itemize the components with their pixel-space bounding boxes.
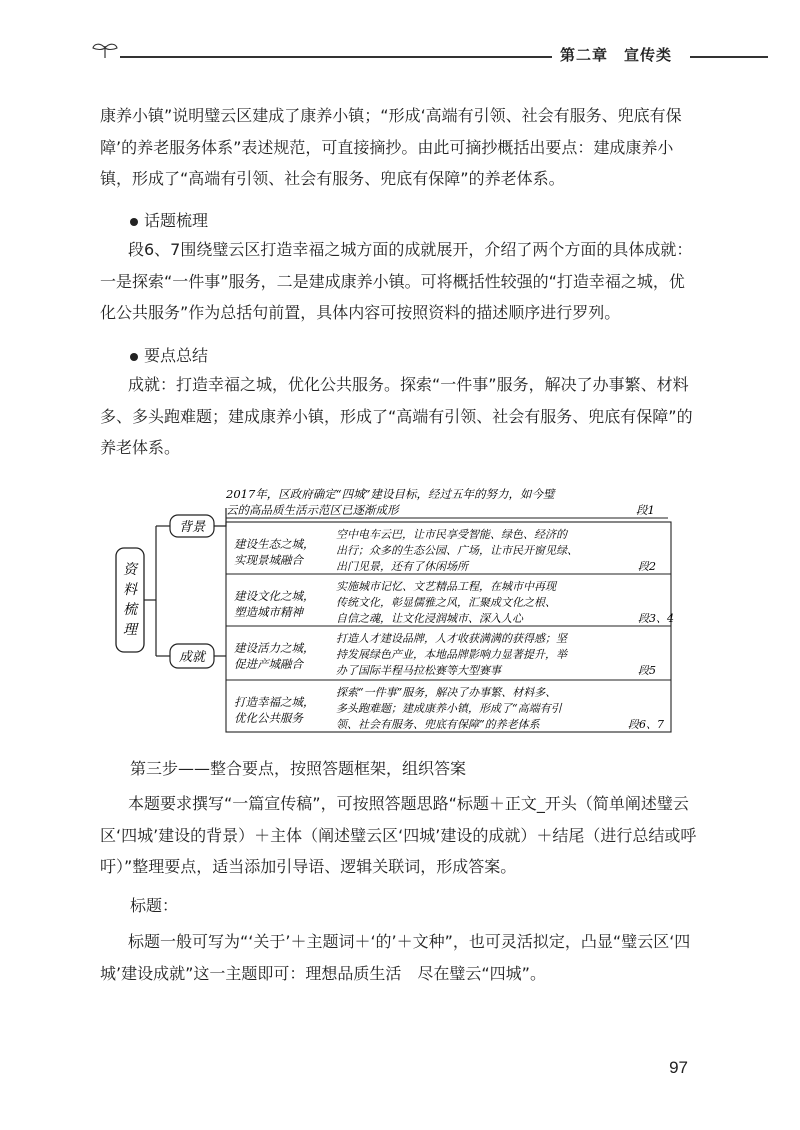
row-category: 建设活力之城， — [234, 641, 315, 655]
paragraph-requirement: 本题要求撰写“一篇宣传稿”，可按照答题思路“标题＋正文_开头（简单阐述璧云区‘四城’建设的背景）＋主体（阐述璧云区‘四城’建设的成就）＋结尾（进行总结或呼吁）”整理要点，适当添加引导语、逻辑关联词，形成答案。 — [100, 794, 697, 876]
root-char: 理 — [123, 622, 137, 638]
root-char: 梳 — [123, 602, 137, 618]
bullet-label: 要点总结 — [144, 346, 209, 365]
row-detail: 空中电车云巴，让市民享受智能、绿色、经济的 — [336, 528, 567, 541]
header-rule-left — [120, 56, 552, 58]
header-rule-right — [690, 56, 768, 58]
row-detail: 多头跑难题；建成康养小镇，形成了“高端有引 — [336, 702, 562, 715]
row-detail: 探索“一件事”服务，解决了办事繁、材料多、 — [336, 686, 557, 699]
row-ref: 段5 — [638, 664, 656, 677]
page-number: 97 — [669, 1058, 688, 1077]
sprout-logo-icon — [90, 38, 120, 60]
material-mindmap — [108, 480, 688, 735]
section-bullet-summary — [130, 343, 208, 366]
row-detail: 领、社会有服务、兜底有保障”的养老体系 — [336, 718, 540, 731]
achievement-label: 成就 — [178, 650, 206, 665]
paragraph-title-label: 标题： — [130, 896, 179, 915]
bullet-icon — [130, 353, 138, 361]
row-category: 实现景城融合 — [234, 553, 303, 567]
row-detail: 出门见景，还有了休闲场所 — [336, 560, 468, 573]
background-text: 2017年，区政府确定“四城”建设目标，经过五年的努力，如今璧 — [226, 487, 555, 501]
row-ref: 段6、7 — [628, 718, 664, 731]
row-ref: 段2 — [638, 560, 656, 573]
row-detail: 打造人才建设品牌，人才收获满满的获得感；坚 — [336, 632, 567, 645]
paragraph-title-advice: 标题一般可写为“‘关于’＋主题词＋‘的’＋文种”，也可灵活拟定，凸显“璧云区‘四城’建设成就”这一主题即可：理想品质生活 尽在璧云“四城”。 — [100, 932, 691, 983]
row-detail: 自信之魂，让文化浸润城市、深入人心 — [336, 612, 523, 625]
row-detail: 传统文化，彰显儒雅之风，汇聚成文化之根、 — [336, 596, 556, 609]
paragraph-summary: 成就：打造幸福之城，优化公共服务。探索“一件事”服务，解决了办事繁、材料多、多头跑难题；建成康养小镇，形成了“高端有引领、社会有服务、兜底有保障”的养老体系。 — [100, 375, 693, 457]
row-ref: 段3、4 — [638, 612, 674, 625]
row-category: 打造幸福之城， — [234, 695, 315, 709]
row-category: 促进产城融合 — [234, 657, 303, 671]
row-category: 建设生态之城， — [234, 537, 315, 551]
row-category: 塑造城市精神 — [234, 605, 303, 619]
row-category: 建设文化之城， — [234, 589, 315, 603]
section-bullet-topic — [130, 208, 208, 231]
row-detail: 持发展绿色产业，本地品牌影响力显著提升，举 — [336, 648, 567, 661]
row-detail: 办了国际半程马拉松赛等大型赛事 — [336, 664, 501, 677]
paragraph-conclusion: 康养小镇”说明璧云区建成了康养小镇；“形成‘高端有引领、社会有服务、兜底有保障’的养老服务体系”表述规范，可直接摘抄。由此可摘抄概括出要点：建成康养小镇，形成了“高端有引领、社会有服务、兜底有保障”的养老体系。 — [100, 106, 682, 188]
bullet-label: 话题梳理 — [144, 211, 209, 230]
root-char: 料 — [123, 582, 137, 598]
row-category: 优化公共服务 — [234, 711, 303, 725]
background-label: 背景 — [178, 520, 206, 535]
row-detail: 出行；众多的生态公园、广场，让市民开窗见绿、 — [336, 544, 578, 557]
page-header — [90, 38, 770, 68]
paragraph-topic: 段6、7围绕璧云区打造幸福之城方面的成就展开，介绍了两个方面的具体成就：一是探索“一件事”服务，二是建成康养小镇。可将概括性较强的“打造幸福之城，优化公共服务”作为总括句前置，具体内容可按照资料的描述顺序进行罗列。 — [100, 240, 693, 322]
background-ref: 段1 — [636, 503, 655, 517]
root-char: 资 — [123, 562, 137, 578]
background-text: 云的高品质生活示范区已逐渐成形 — [226, 503, 399, 517]
bullet-icon — [130, 218, 138, 226]
step-three-heading: 第三步——整合要点，按照答题框架，组织答案 — [130, 759, 467, 778]
chapter-title: 第二章 宣传类 — [560, 46, 673, 64]
row-detail: 实施城市记忆、文艺精品工程，在城市中再现 — [336, 580, 556, 593]
